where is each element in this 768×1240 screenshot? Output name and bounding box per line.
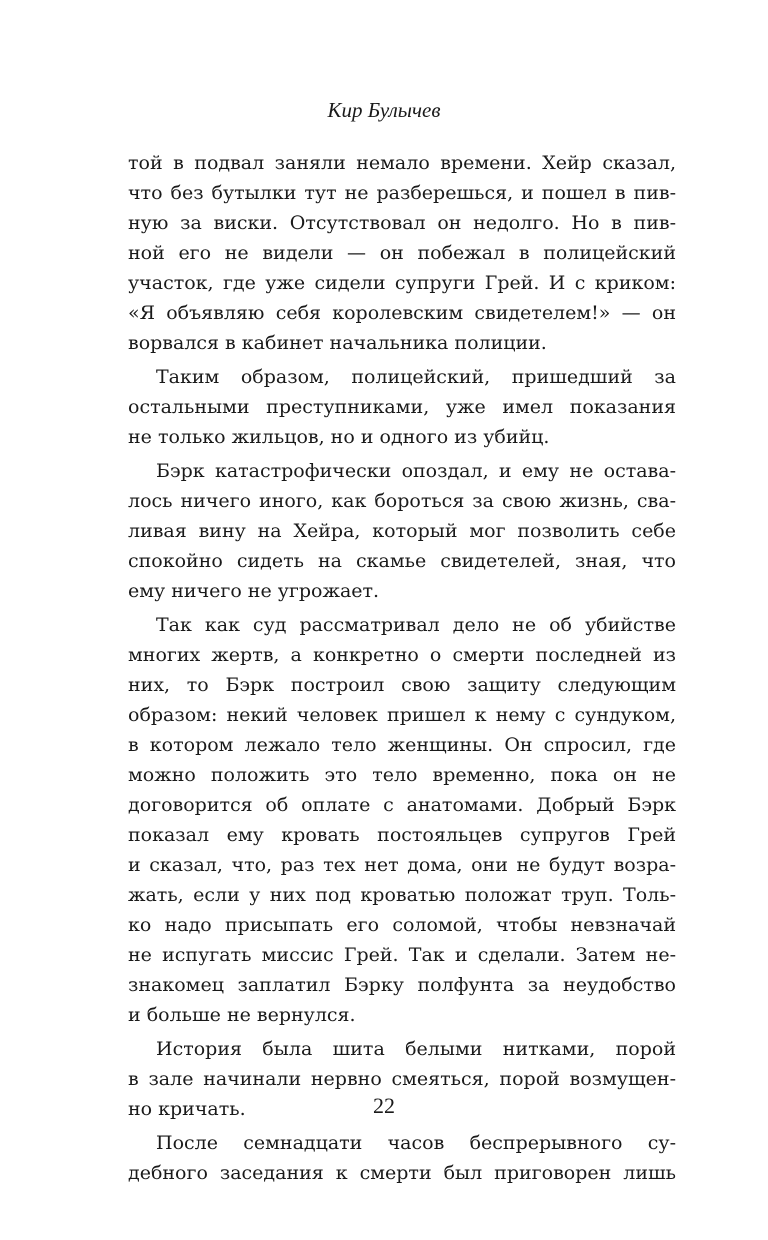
text-line: показал ему кровать постояльцев супругов Грей	[128, 824, 676, 846]
paragraph	[128, 456, 676, 606]
text-line: дебного заседания к смерти был приговорен лишь	[128, 1162, 676, 1184]
text-line: той в подвал заняли немало времени. Хейр сказал,	[128, 152, 676, 174]
text-line: что без бутылки тут не разберешься, и пошел в пив-	[128, 182, 676, 204]
text-line: образом: некий человек пришел к нему с сундуком,	[128, 704, 676, 726]
text-line: спокойно сидеть на скамье свидетелей, зная, что	[128, 550, 676, 572]
text-line: ему ничего не угрожает.	[128, 580, 380, 602]
page-number: 22	[373, 1093, 395, 1118]
text-line: и сказал, что, раз тех нет дома, они не будут возра-	[128, 854, 676, 876]
text-line: Таким образом, полицейский, пришедший за	[156, 366, 676, 388]
text-line: остальными преступниками, уже имел показания	[128, 396, 676, 418]
text-line: ливая вину на Хейра, который мог позволить себе	[128, 520, 676, 542]
paragraph	[128, 610, 676, 1030]
text-line: жать, если у них под кроватью положат труп. Толь-	[128, 884, 676, 906]
text-line: История была шита белыми нитками, порой	[156, 1038, 676, 1060]
text-line: ной его не видели — он побежал в полицейский	[128, 242, 676, 264]
body-text	[128, 148, 676, 1188]
text-line: «Я объявляю себя королевским свидетелем!» — он	[128, 302, 676, 324]
paragraph	[128, 148, 676, 358]
text-line: договорится об оплате с анатомами. Добрый Бэрк	[128, 794, 676, 816]
text-line: Бэрк катастрофически опоздал, и ему не остава-	[156, 460, 676, 482]
text-line: ворвался в кабинет начальника полиции.	[128, 332, 547, 354]
text-line: После семнадцати часов беспрерывного су-	[156, 1132, 676, 1154]
text-line: но кричать.	[128, 1098, 246, 1120]
paragraph	[128, 362, 676, 452]
text-line: них, то Бэрк построил свою защиту следующим	[128, 674, 676, 696]
text-line: и больше не вернулся.	[128, 1004, 356, 1026]
text-line: ко надо присыпать его соломой, чтобы невзначай	[128, 914, 676, 936]
text-line: не только жильцов, но и одного из убийц.	[128, 426, 550, 448]
text-line: многих жертв, а конкретно о смерти последней из	[128, 644, 676, 666]
text-line: ную за виски. Отсутствовал он недолго. Но в пив-	[128, 212, 676, 234]
text-line: в котором лежало тело женщины. Он спросил, где	[128, 734, 676, 756]
text-line: можно положить это тело временно, пока он не	[128, 764, 676, 786]
text-line: знакомец заплатил Бэрку полфунта за неудобство	[128, 974, 676, 996]
text-line: лось ничего иного, как бороться за свою жизнь, сва-	[128, 490, 676, 512]
text-line: в зале начинали нервно смеяться, порой возмущен-	[128, 1068, 676, 1090]
text-line: не испугать миссис Грей. Так и сделали. Затем не-	[128, 944, 676, 966]
text-line: Так как суд рассматривал дело не об убийстве	[156, 614, 676, 636]
running-head: Кир Булычев	[327, 98, 441, 122]
text-line: участок, где уже сидели супруги Грей. И с криком:	[128, 272, 676, 294]
paragraph	[128, 1128, 676, 1188]
